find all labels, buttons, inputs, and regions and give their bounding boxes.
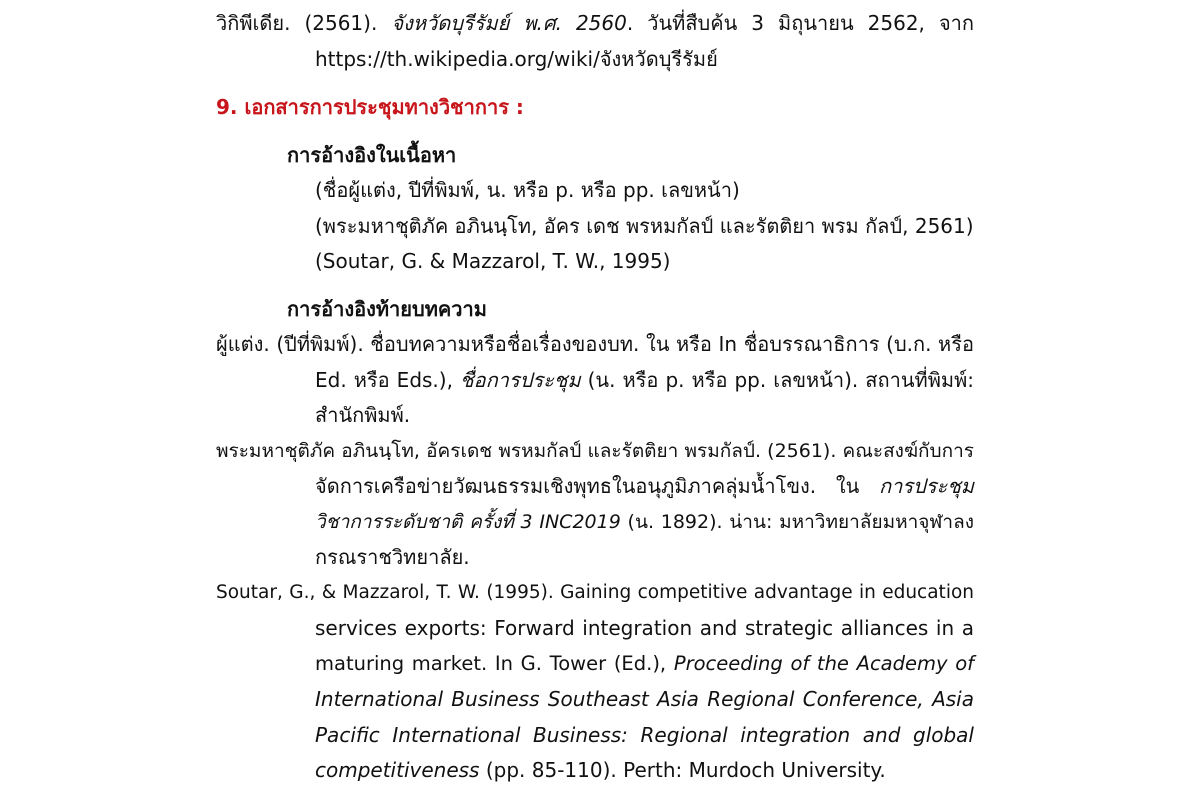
english-example-line-6 [315,756,974,784]
section-heading: 9. เอกสารการประชุมทางวิชาการ : [216,95,524,119]
wiki-reference-url [315,45,974,73]
english-example-text-1: Soutar, G., & Mazzarol, T. W. (1995). Gaining competitive advantage in education [216,582,974,603]
thai-example-line-4 [315,543,974,571]
english-example-proceeding-title-b: International Business Southeast Asia Regional Conference, Asia [315,687,974,711]
english-example-proceeding-title-d: competitiveness [315,758,480,782]
wiki-reference-line-1 [216,9,974,37]
endref-format-text-3: สำนักพิมพ์. [315,403,411,427]
english-example-line-3 [315,650,974,678]
english-example-line-2 [315,614,974,642]
english-example-line-1 [216,579,974,607]
thai-example-line-3 [315,508,974,536]
english-example-line-4 [315,685,974,713]
thai-example-text-4: กรณราชวิทยาลัย. [315,545,470,569]
endref-format-text-1: ผู้แต่ง. (ปีที่พิมพ์). ชื่อบทความหรือชื่อเรื่องของบท. ใน หรือ In ชื่อบรรณาธิการ (บ.ก. หรือ [216,332,974,356]
english-example-text-3: maturing market. In G. Tower (Ed.), [315,652,674,675]
english-example-text-2: services exports: Forward integration and strategic alliances in a [315,616,974,640]
endref-format-line-1 [216,330,974,358]
thai-example-text-1: พระมหาชุติภัค อภินนฺโท, อัครเดช พรหมกัลป์ และรัตติยา พรมกัลป์. (2561). คณะสงฆ์กับการ [216,440,974,462]
endref-heading: การอ้างอิงท้ายบทความ [287,297,487,321]
wiki-url-text: https://th.wikipedia.org/wiki/จังหวัดบุรีรัมย์ [315,47,718,71]
thai-example-text-2: จัดการเครือข่ายวัฒนธรรมเชิงพุทธในอนุภูมิภาคลุ่มน้ำโขง. ใน [315,474,879,498]
wiki-reference-prefix: วิกิพีเดีย. (2561). [216,11,392,35]
intext-english-example: (Soutar, G. & Mazzarol, T. W., 1995) [315,249,671,273]
english-example-proceeding-title-c: Pacific International Business: Regional integration and global [315,723,974,747]
intext-format-line: (ชื่อผู้แต่ง, ปีที่พิมพ์, น. หรือ p. หรือ pp. เลขหน้า) [315,178,740,202]
thai-example-line-1 [216,437,974,465]
wiki-reference-title: จังหวัดบุรีรัมย์ พ.ศ. 2560 [391,11,627,35]
thai-example-text-3: (น. 1892). น่าน: มหาวิทยาลัยมหาจุฬาลง [620,511,975,533]
wiki-reference-suffix: . วันที่สืบค้น 3 มิถุนายน 2562, จาก [626,11,975,35]
intext-citation-heading: การอ้างอิงในเนื้อหา [287,143,457,167]
intext-thai-example: (พระมหาชุติภัค อภินนฺโท, อัคร เดช พรหมกัลป์ และรัตติยา พรม กัลป์, 2561) [315,214,974,238]
english-example-line-5 [315,721,974,749]
thai-example-line-2 [315,472,974,500]
english-example-text-6: (pp. 85-110). Perth: Murdoch University. [479,758,886,782]
thai-example-conference-title-b: วิชาการระดับชาติ ครั้งที่ 3 INC2019 [315,511,621,533]
endref-format-text-2a: Ed. หรือ Eds.), [315,368,460,392]
endref-format-line-3 [315,401,974,429]
endref-format-conference-name: ชื่อการประชุม [459,368,581,392]
thai-example-conference-title-a: การประชุม [878,474,974,498]
english-example-proceeding-title-a: Proceeding of the Academy of [673,652,974,675]
endref-format-text-2b: (น. หรือ p. หรือ pp. เลขหน้า). สถานที่พิมพ์: [580,368,974,392]
endref-format-line-2 [315,366,974,394]
